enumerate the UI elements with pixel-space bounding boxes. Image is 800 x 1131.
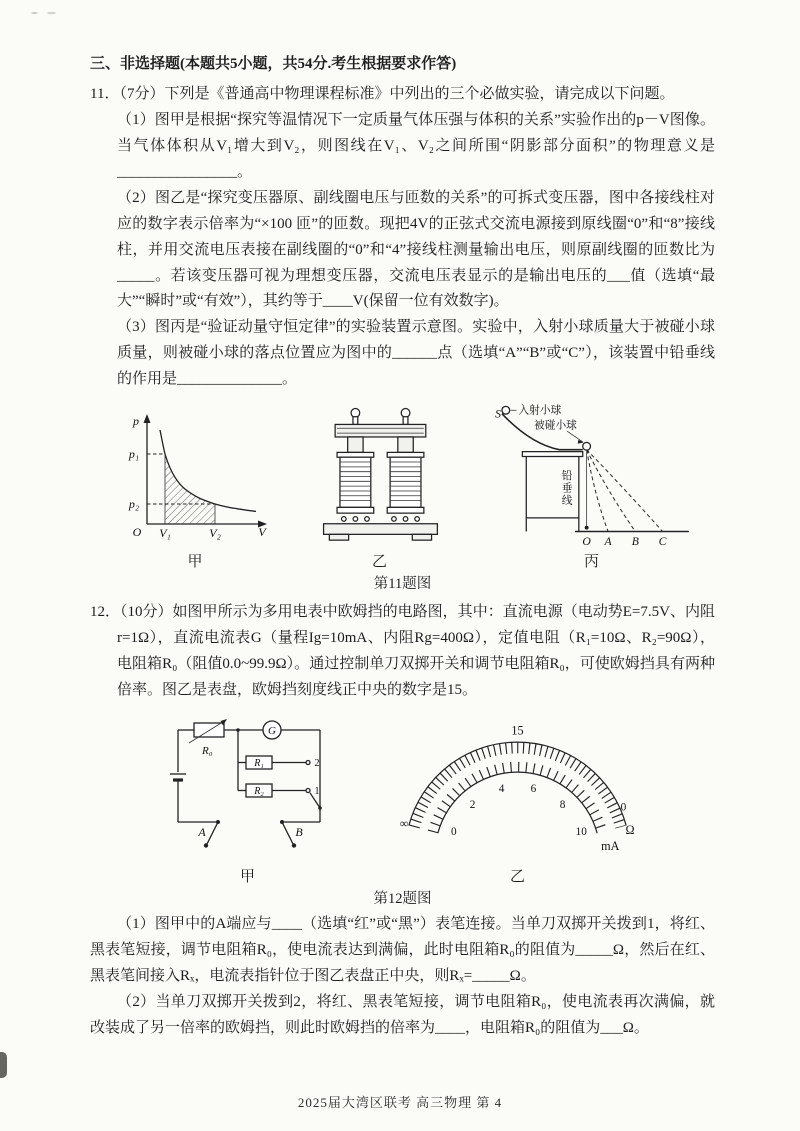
q11-part-2: （2）图乙是“探究变压器原、副线圈电压与匝数的关系”的可拆式变压器，图中各接线柱对应的数字表示倍率为“×100 匝”的匝数。现把4V的正弦式交流电源接到原线圈“0”和“8”接线柱，并用交流电压表接在副线圈的“0”和“4”接线柱测量输出电压，则原副线圈的匝数比为_____。若该变压器可视为理想变压器，交流电压表显示的是输出电压的___值（选填“最大”“瞬时”或“有效”），其约等于____V(保留一位有效数字)。 bbox=[117, 189, 715, 310]
p1-label: p₁ bbox=[128, 447, 140, 462]
r1-label: R₁ bbox=[254, 757, 264, 769]
scan-artifact-edge bbox=[0, 1052, 7, 1078]
terminal-a-label: A bbox=[198, 824, 206, 839]
ma-unit-label: mA bbox=[601, 838, 620, 853]
q12-part-1: （1）图甲中的A端应与____（选填“红”或“黑”）表笔连接。当单刀双掷开关拨到1，将红、黑表笔短接，调节电阻箱R₀，使电流表达到满偏，此时电阻箱R₀的阻值为_____Ω，然后在红、黑表笔间接入Rₓ，电流表指针位于图乙表盘正中央，则Rₓ=_____Ω。 bbox=[90, 916, 715, 985]
q11-figure-transformer bbox=[312, 404, 447, 571]
origin-label: O bbox=[132, 525, 142, 540]
infinity-label: ∞ bbox=[399, 816, 409, 831]
probe-a bbox=[204, 820, 220, 848]
q11-part-3: （3）图丙是“验证动量守恒定律”的实验装置示意图。实验中，入射小球质量大于被碰小球质量，则被碰小球的落点位置应为图中的______点（选填“A”“B”或“C”），该装置中铅垂线的作用是______________。 bbox=[117, 319, 715, 388]
momentum-apparatus-svg bbox=[489, 401, 694, 549]
q11-figure-pv-graph bbox=[120, 409, 270, 571]
resistor-r1-branch bbox=[238, 756, 310, 769]
battery bbox=[170, 730, 186, 822]
struck-ball-label: 被碰小球 bbox=[534, 419, 577, 432]
ohm-scale bbox=[409, 742, 626, 827]
r2-label: R₂ bbox=[254, 785, 264, 797]
question-12 bbox=[90, 600, 715, 1042]
q11-figure-momentum-apparatus bbox=[489, 401, 694, 571]
ma-scale bbox=[433, 767, 602, 833]
q11-figure-yi-label: 乙 bbox=[371, 554, 387, 571]
incident-ball bbox=[502, 407, 510, 415]
axis-label-p: p bbox=[133, 414, 139, 429]
p2-label: p₂ bbox=[128, 497, 140, 512]
ramp-start-label: S bbox=[495, 407, 501, 421]
ma-tick-2: 2 bbox=[469, 798, 476, 811]
plumb-label-char-1: 铅 bbox=[561, 470, 573, 483]
resistor-r2-branch bbox=[238, 784, 310, 797]
q11-figure-bing-label: 丙 bbox=[583, 554, 599, 571]
q11-part-1: （1）图甲是根据“探究等温情况下一定质量气体压强与体积的关系”实验作出的p－V图像。当气体体积从V₁增大到V₂，则图线在V₁、V₂之间所围“阴影部分面积”的物理意义是________________。 bbox=[117, 111, 715, 180]
landing-point-b: B bbox=[631, 535, 639, 549]
incident-ball-label: 入射小球 bbox=[518, 404, 562, 417]
page-footer: 2025届大湾区联考 高三物理 第 4 bbox=[297, 1095, 503, 1110]
probe-b bbox=[280, 820, 296, 848]
q11-figures-caption: 第11题图 bbox=[373, 576, 432, 593]
ma-tick-8: 8 bbox=[559, 798, 566, 811]
terminal-b-label: B bbox=[295, 824, 303, 839]
table bbox=[522, 452, 582, 532]
struck-ball bbox=[583, 443, 591, 451]
section-header: 三、非选择题(本题共5小题，共54分.考生根据要求作答) bbox=[90, 56, 457, 72]
q12-figures-caption: 第12题图 bbox=[373, 890, 432, 907]
q12-part-2: （2）当单刀双掷开关拨到2，将红、黑表笔短接，调节电阻箱R₀，使电流表再次满偏，就改装成了另一倍率的欧姆挡，则此时欧姆挡的倍率为____，电阻箱R₀的阻值为___Ω。 bbox=[90, 994, 715, 1037]
q12-figure-jia-label: 甲 bbox=[239, 868, 255, 885]
q11-figure-jia-label: 甲 bbox=[187, 554, 203, 571]
ohm-zero-label: 0 bbox=[620, 801, 627, 814]
ma-tick-4: 4 bbox=[498, 782, 505, 795]
ma-tick-0: 0 bbox=[450, 825, 457, 838]
q11-stem: 11．（7分）下列是《普通高中物理课程标准》中列出的三个必做实验，请完成以下问题。 bbox=[90, 85, 675, 102]
ma-tick-10: 10 bbox=[575, 825, 587, 838]
ohm-unit-label: Ω bbox=[625, 822, 635, 837]
plumb-label-char-2: 垂 bbox=[561, 482, 573, 495]
core-yoke bbox=[335, 425, 426, 453]
q11-figures-row bbox=[90, 401, 715, 571]
v2-label: V₂ bbox=[209, 526, 221, 541]
q12-figures-row bbox=[90, 714, 715, 886]
secondary-coil bbox=[387, 453, 424, 522]
contact-1-label: 1 bbox=[314, 785, 320, 797]
r0-label: R₀ bbox=[202, 744, 213, 757]
meter-dial-svg bbox=[395, 714, 640, 864]
base bbox=[324, 524, 438, 540]
ma-tick-6: 6 bbox=[530, 782, 537, 795]
landing-point-o: O bbox=[582, 535, 591, 549]
clamp-knobs bbox=[351, 409, 410, 425]
axis-label-v: V bbox=[258, 525, 266, 540]
plumb-line bbox=[585, 452, 589, 530]
q12-figure-yi-label: 乙 bbox=[509, 868, 525, 885]
struck-ball-leader bbox=[567, 431, 583, 442]
question-11 bbox=[90, 82, 715, 596]
galvanometer-label: G bbox=[268, 724, 276, 737]
contact-2-label: 2 bbox=[314, 757, 320, 769]
plumb-label-char-3: 线 bbox=[561, 495, 573, 508]
q12-stem: 12．（10分）如图甲所示为多用电表中欧姆挡的电路图，其中：直流电源（电动势E=7.5V、内阻r=1Ω），直流电流表G（量程Ig=10mA、内阻Rg=400Ω），定值电阻（R₁=10Ω、R₂=90Ω），电阻箱R₀（阻值0.0~99.9Ω）。通过控制单刀双掷开关和调节电阻箱R₀，可使欧姆挡具有两种倍率。图乙是表盘，欧姆挡刻度线正中央的数字是15。 bbox=[90, 603, 715, 698]
scan-artifact-top bbox=[26, 6, 60, 20]
landing-point-c: C bbox=[658, 535, 667, 549]
resistance-box-r0 bbox=[189, 719, 227, 743]
v1-label: V₁ bbox=[159, 526, 171, 541]
q12-figure-dial bbox=[395, 714, 640, 886]
primary-coil bbox=[337, 453, 374, 522]
pv-graph-svg bbox=[120, 409, 270, 549]
landing-point-a: A bbox=[604, 535, 612, 549]
ohmmeter-circuit-svg bbox=[160, 714, 335, 864]
shaded-area bbox=[165, 454, 215, 524]
q12-figure-circuit bbox=[160, 714, 335, 886]
trajectories bbox=[587, 450, 663, 532]
dial-center-value: 15 bbox=[511, 723, 524, 738]
transformer-svg bbox=[312, 404, 447, 549]
